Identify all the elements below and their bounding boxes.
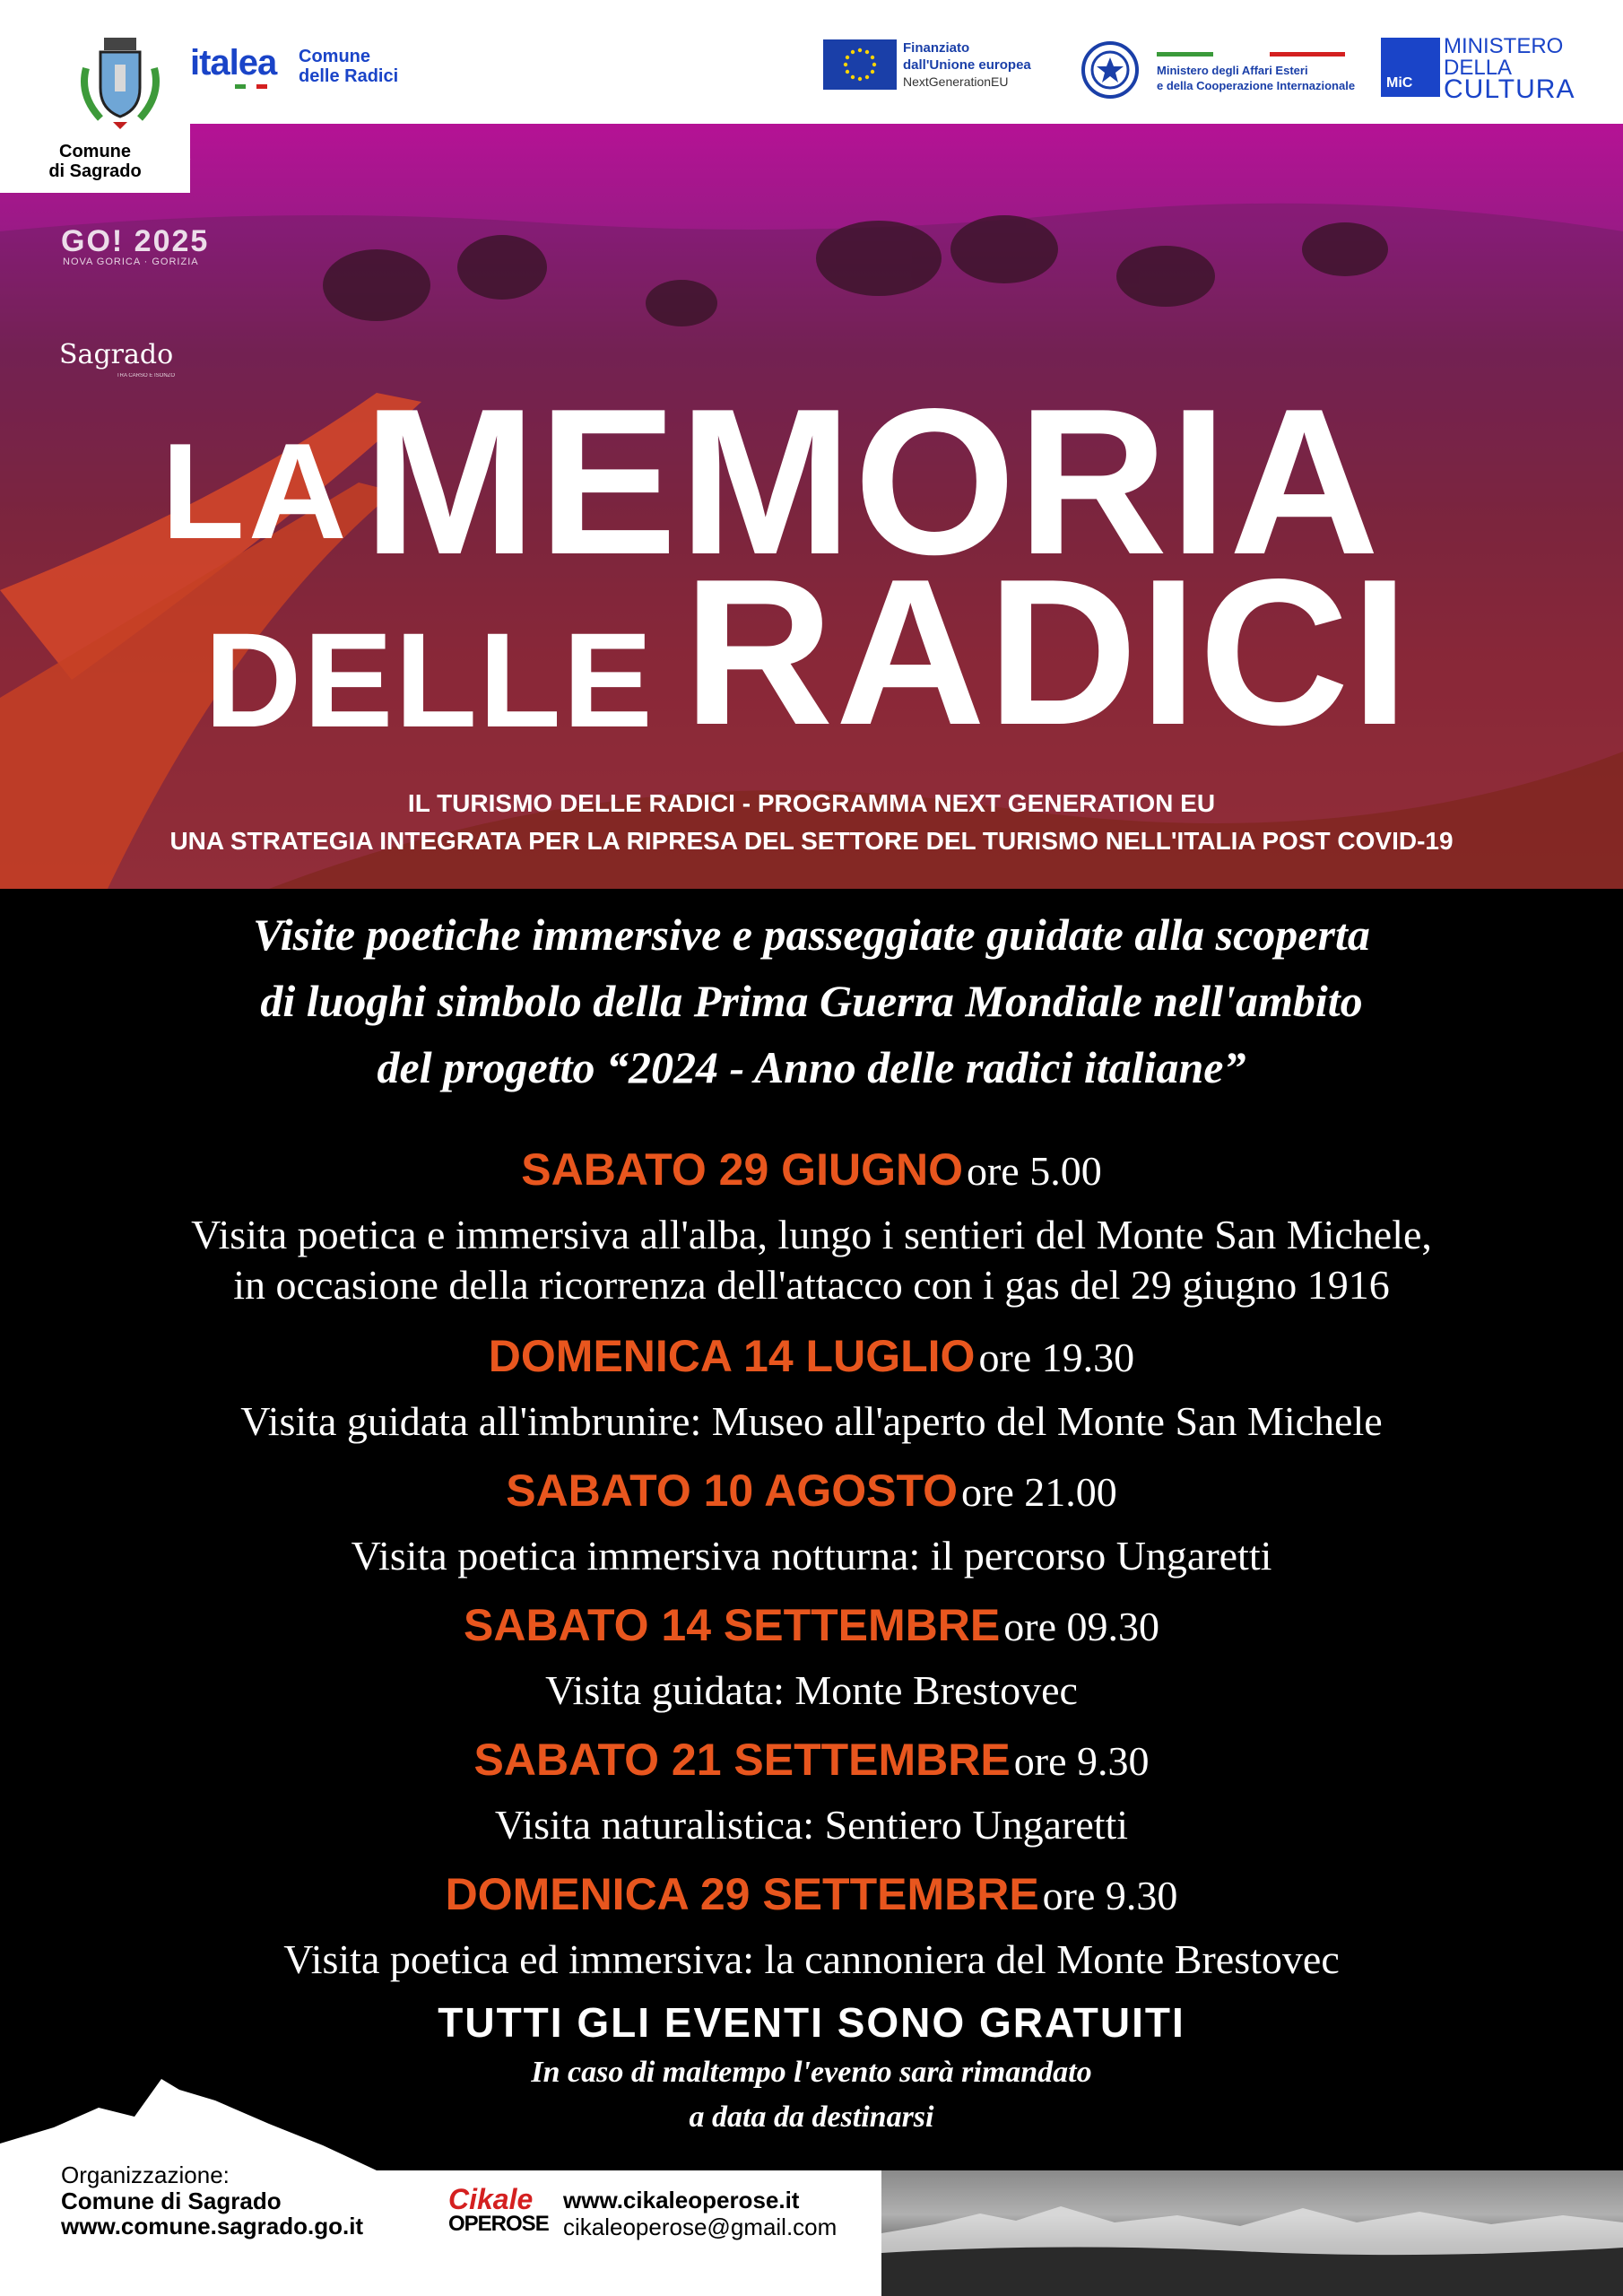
cikale-email-link[interactable]: cikaleoperose@gmail.com (563, 2213, 838, 2240)
event-description: Visita naturalistica: Sentiero Ungaretti (494, 1802, 1129, 1848)
italian-republic-emblem-icon (1079, 36, 1141, 112)
event-time: ore 9.30 (1042, 1873, 1178, 1918)
event-time: ore 09.30 (1003, 1604, 1159, 1649)
event-item (36, 1462, 1587, 1581)
event-description: Visita guidata all'imbrunire: Museo all'aperto del Monte San Michele (240, 1398, 1383, 1444)
comune-crest-box (0, 0, 190, 193)
event-time: ore 19.30 (978, 1335, 1135, 1380)
event-description: Visita poetica e immersiva all'alba, lungo i sentieri del Monte San Michele, (191, 1212, 1432, 1257)
go2025-logo: GO! 2025 (61, 224, 210, 258)
title-memoria: MEMORIA (363, 366, 1382, 598)
event-date: SABATO 10 AGOSTO (506, 1465, 959, 1516)
mountain-silhouette (0, 2045, 377, 2179)
event-item (36, 1596, 1587, 1716)
cikale-website-link[interactable]: www.cikaleoperose.it (563, 2187, 800, 2213)
subtitle-strategy: UNA STRATEGIA INTEGRATA PER LA RIPRESA DEL SETTORE DEL TURISMO NELL'ITALIA POST COVID-19 (169, 827, 1454, 855)
title-radici: RADICI (683, 536, 1411, 769)
title-delle: DELLE (204, 604, 655, 755)
event-description: in occasione della ricorrenza dell'attacco con i gas del 29 giugno 1916 (233, 1262, 1390, 1308)
event-description: Visita poetica immersiva notturna: il percorso Ungaretti (351, 1533, 1272, 1578)
event-date: SABATO 29 GIUGNO (521, 1144, 963, 1195)
sagrado-logo-text: Sagrado (59, 339, 174, 370)
event-time: ore 21.00 (961, 1469, 1117, 1515)
italea-flag-icon (235, 84, 267, 89)
hero-photo (0, 124, 1623, 889)
footer-landscape-photo (881, 2170, 1623, 2296)
italea-subtitle: Comune delle Radici (299, 47, 399, 86)
event-date: DOMENICA 14 LUGLIO (488, 1331, 976, 1381)
mic-logo-icon: MiC (1381, 38, 1440, 97)
maeci-text: Ministero degli Affari Esteri e della Cooperazione Internazionale (1157, 64, 1356, 92)
comune-crest-label: Comune di Sagrado (48, 142, 142, 181)
event-date: SABATO 21 SETTEMBRE (473, 1735, 1011, 1785)
event-item (36, 1327, 1587, 1447)
eu-flag-icon (823, 39, 897, 90)
maeci-flag-bar (1157, 52, 1345, 57)
title-la: LA (161, 415, 351, 568)
event-date: DOMENICA 29 SETTEMBRE (445, 1869, 1039, 1919)
event-description: Visita poetica ed immersiva: la cannoniera del Monte Brestovec (283, 1936, 1340, 1982)
organization-website-link[interactable]: www.comune.sagrado.go.it (61, 2213, 364, 2239)
sagrado-logo-subtitle: TRA CARSO E ISONZO (117, 373, 176, 378)
intro-text: Visite poetiche immersive e passeggiate guidate alla scoperta di luoghi simbolo della Prima Guerra Mondiale nell'ambito del progetto “2024 - Anno delle radici italiane” (253, 909, 1370, 1092)
eu-funding-text: Finanziato dall'Unione europea NextGenerationEU (903, 40, 1031, 89)
go2025-subtitle: NOVA GORICA · GORIZIA (63, 257, 199, 267)
event-item (36, 1731, 1587, 1850)
event-time: ore 9.30 (1013, 1738, 1150, 1784)
subtitle-programme: IL TURISMO DELLE RADICI - PROGRAMMA NEXT GENERATION EU (407, 789, 1216, 817)
cikale-operose-logo: Cikale OPEROSE (448, 2183, 549, 2236)
weather-note: In caso di maltempo l'evento sarà rimandato a data da destinarsi (531, 2056, 1092, 2134)
free-events-notice: TUTTI GLI EVENTI SONO GRATUITI (438, 1999, 1185, 2046)
event-item (36, 1141, 1587, 1310)
event-item (36, 1866, 1587, 1985)
event-date: SABATO 14 SETTEMBRE (464, 1600, 1001, 1650)
header-bar (0, 0, 1623, 124)
organization-info: Comune di Sagrado www.comune.sagrado.go.it (61, 2187, 364, 2239)
comune-crest-icon (74, 32, 167, 131)
ministero-cultura-text: MINISTERO DELLA CULTURA (1444, 34, 1575, 104)
italea-logo: italea (190, 43, 277, 83)
event-time: ore 5.00 (966, 1148, 1102, 1194)
event-description: Visita guidata: Monte Brestovec (545, 1667, 1078, 1713)
organization-label: Organizzazione: (61, 2161, 230, 2188)
